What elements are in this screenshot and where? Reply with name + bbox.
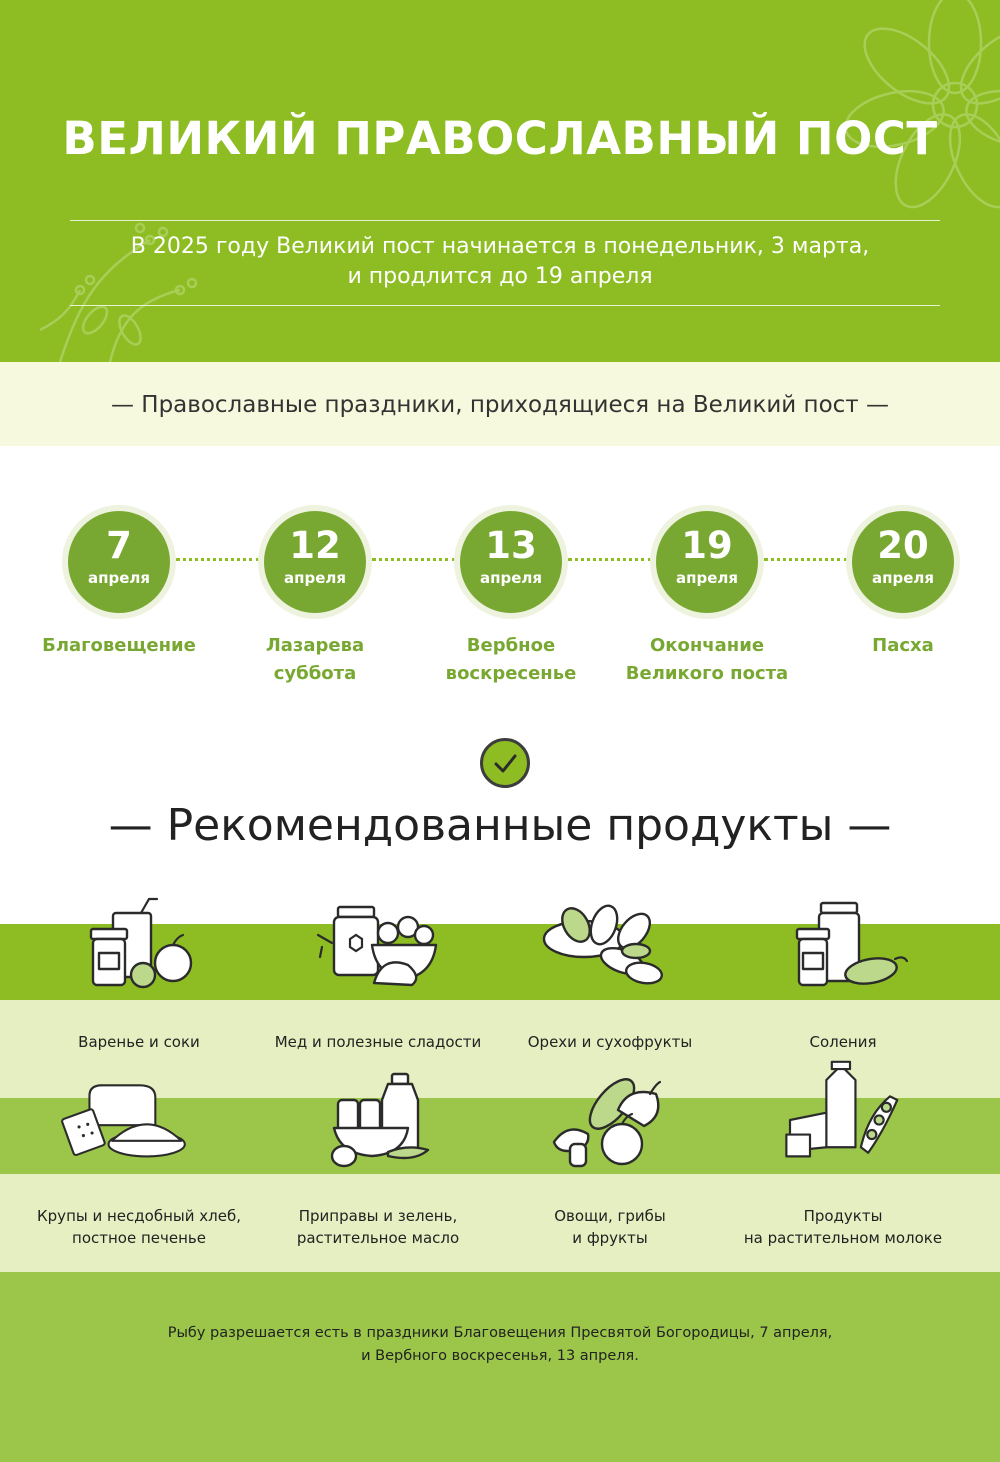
date-day: 20	[877, 524, 929, 567]
fish-allowed-note	[0, 1322, 1000, 1368]
page-title: ВЕЛИКИЙ ПРАВОСЛАВНЫЙ ПОСТ	[62, 112, 938, 165]
date-month: апреля	[87, 569, 150, 587]
pickles-icon	[783, 895, 913, 995]
subtitle-line: и продлится до 19 апреля	[347, 264, 653, 289]
holiday-name-end-of-lent	[612, 632, 802, 688]
timeline-connector	[764, 558, 848, 561]
timeline-connector	[176, 558, 260, 561]
recommended-heading: — Рекомендованные продукты —	[108, 800, 892, 851]
product-label-pickles	[723, 1031, 963, 1053]
product-label-line: Продукты	[803, 1207, 883, 1225]
product-label-line: Овощи, грибы	[554, 1207, 666, 1225]
date-badge	[650, 505, 764, 619]
product-label-line: на растительном молоке	[743, 1229, 943, 1247]
product-label-nuts-dried-fruits	[490, 1031, 730, 1053]
jam-juice-icon	[75, 895, 205, 995]
date-day: 19	[681, 524, 733, 567]
holiday-name-line: Окончание	[649, 635, 765, 656]
product-label-plant-milk	[723, 1205, 963, 1249]
holiday-name-annunciation	[24, 632, 214, 660]
date-badge	[846, 505, 960, 619]
footer-note-line: Рыбу разрешается есть в праздники Благовещения Пресвятой Богородицы, 7 апреля,	[167, 1325, 833, 1341]
flower-decoration-icon	[0, 0, 1000, 362]
vegetables-mushrooms-icon	[548, 1070, 678, 1170]
checkmark-icon	[480, 738, 530, 788]
date-month: апреля	[675, 569, 738, 587]
product-label-line: Мед и полезные сладости	[274, 1033, 482, 1051]
date-day: 13	[485, 524, 537, 567]
holiday-name-line: Пасха	[872, 635, 934, 656]
bread-cereals-icon	[60, 1070, 190, 1170]
holiday-name-lazarus-saturday	[220, 632, 410, 688]
divider	[70, 305, 940, 306]
holiday-name-line: воскресенье	[445, 663, 577, 684]
holidays-heading: — Православные праздники, приходящиеся на Великий пост —	[110, 392, 890, 418]
holiday-name-easter	[808, 632, 998, 660]
holiday-name-line: суббота	[273, 663, 357, 684]
timeline-connector	[568, 558, 652, 561]
product-label-line: растительное масло	[296, 1229, 460, 1247]
footer-note-line: и Вербного воскресенья, 13 апреля.	[361, 1348, 639, 1364]
product-label-jam-juice	[19, 1031, 259, 1053]
holiday-name-line: Великого поста	[625, 663, 789, 684]
spices-oil-icon	[318, 1070, 448, 1170]
subtitle-line: В 2025 году Великий пост начинается в понедельник, 3 марта,	[130, 234, 870, 259]
header-banner	[0, 0, 1000, 362]
product-label-line: Варенье и соки	[78, 1033, 200, 1051]
date-badge	[62, 505, 176, 619]
product-label-bread-cereals	[19, 1205, 259, 1249]
divider	[70, 220, 940, 221]
product-label-honey-sweets	[258, 1031, 498, 1053]
date-badge	[258, 505, 372, 619]
product-label-line: постное печенье	[72, 1229, 206, 1247]
plant-milk-icon	[775, 1060, 905, 1160]
honey-sweets-icon	[312, 895, 442, 995]
date-day: 12	[289, 524, 341, 567]
date-month: апреля	[479, 569, 542, 587]
date-month: апреля	[283, 569, 346, 587]
holiday-name-line: Лазарева	[265, 635, 365, 656]
product-label-line: и фрукты	[572, 1229, 648, 1247]
date-day: 7	[106, 524, 132, 567]
date-month: апреля	[871, 569, 934, 587]
product-label-spices-oil	[258, 1205, 498, 1249]
timeline-connector	[372, 558, 456, 561]
product-label-vegetables-mushrooms	[490, 1205, 730, 1249]
product-label-line: Орехи и сухофрукты	[527, 1033, 693, 1051]
holiday-name-palm-sunday	[416, 632, 606, 688]
date-badge	[454, 505, 568, 619]
product-label-line: Соления	[809, 1033, 877, 1051]
product-label-line: Приправы и зелень,	[298, 1207, 458, 1225]
lent-dates-text	[0, 232, 1000, 292]
holiday-name-line: Вербное	[466, 635, 556, 656]
nuts-dried-fruits-icon	[540, 895, 670, 995]
holidays-timeline	[0, 505, 1000, 705]
product-label-line: Крупы и несдобный хлеб,	[37, 1207, 241, 1225]
holiday-name-line: Благовещение	[42, 635, 196, 656]
